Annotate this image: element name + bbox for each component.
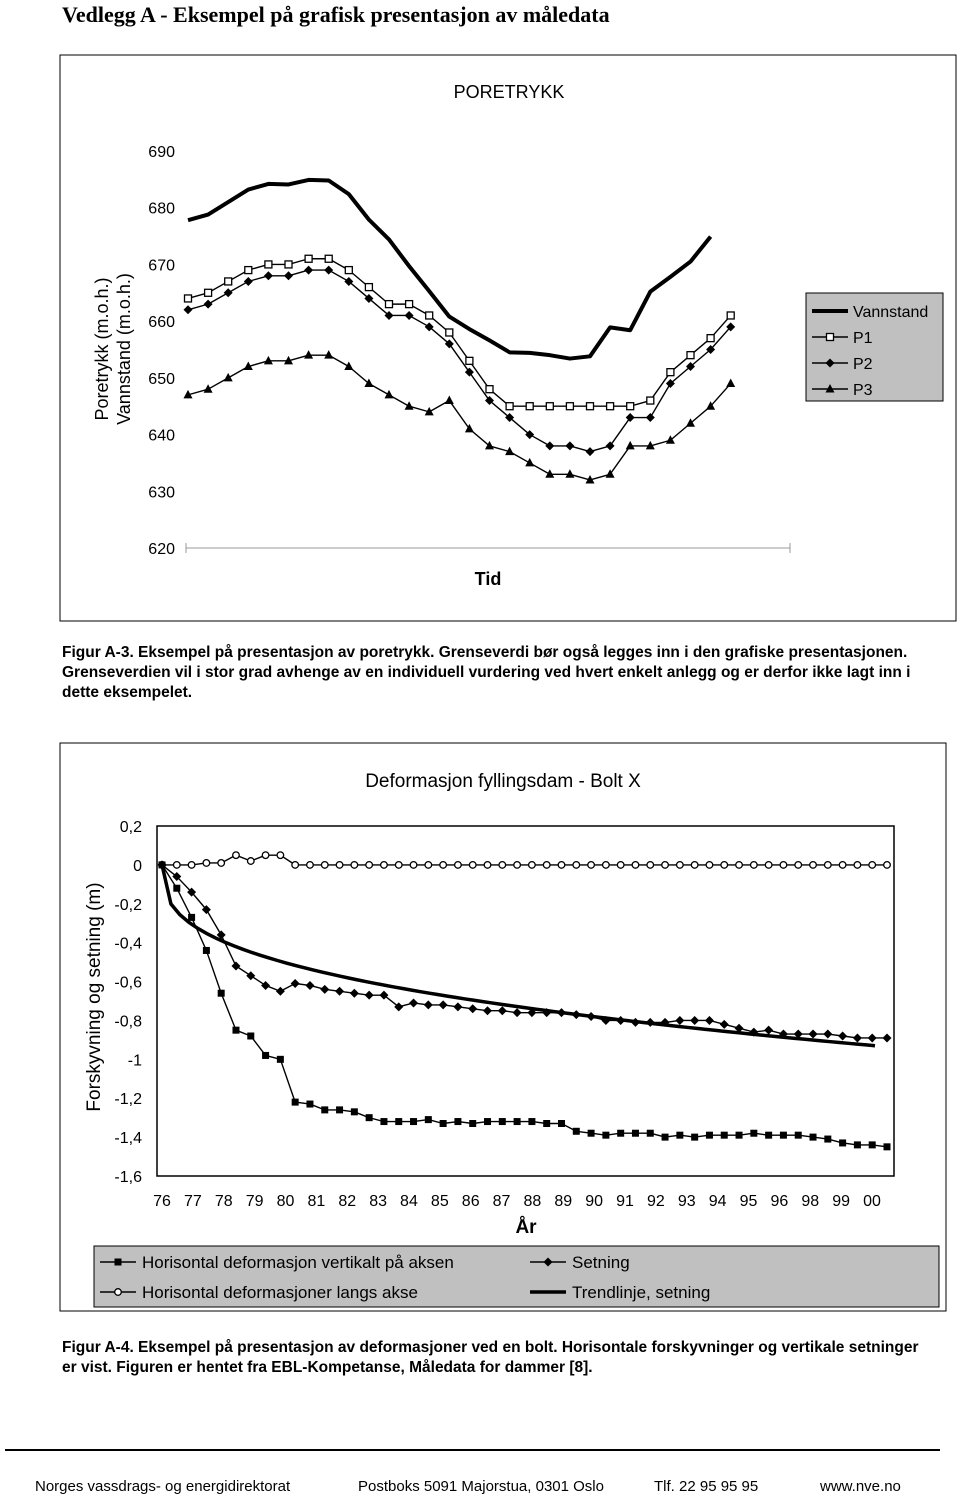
data-point-horisontal-deformasjon-vertikalt-p-aksen	[306, 1101, 313, 1108]
data-point-horisontal-deformasjoner-langs-akse	[292, 862, 299, 869]
data-point-horisontal-deformasjoner-langs-akse	[366, 862, 373, 869]
y-tick-label: -1,2	[114, 1091, 142, 1109]
data-point-horisontal-deformasjon-vertikalt-p-aksen	[292, 1099, 299, 1106]
x-tick-label: 93	[677, 1193, 696, 1210]
data-point-horisontal-deformasjoner-langs-akse	[839, 862, 846, 869]
x-tick-label: 96	[770, 1193, 789, 1210]
data-point-horisontal-deformasjon-vertikalt-p-aksen	[721, 1132, 728, 1139]
data-point-horisontal-deformasjon-vertikalt-p-aksen	[839, 1139, 846, 1146]
data-point-horisontal-deformasjoner-langs-akse	[603, 862, 610, 869]
document-heading: Vedlegg A - Eksempel på grafisk presentasjon av måledata	[62, 2, 610, 27]
x-tick-label: 92	[647, 1193, 665, 1210]
x-tick-label: 81	[307, 1193, 326, 1210]
data-point-horisontal-deformasjon-vertikalt-p-aksen	[262, 1052, 269, 1059]
y-tick-label: 630	[148, 484, 175, 502]
data-point-horisontal-deformasjoner-langs-akse	[410, 862, 417, 869]
data-point-horisontal-deformasjon-vertikalt-p-aksen	[795, 1132, 802, 1139]
data-point-horisontal-deformasjoner-langs-akse	[277, 852, 284, 859]
data-point-horisontal-deformasjoner-langs-akse	[469, 862, 476, 869]
y-tick-label: 0	[133, 857, 142, 875]
footer-phone: Tlf. 22 95 95 95	[654, 1478, 759, 1495]
data-point-horisontal-deformasjoner-langs-akse	[173, 862, 180, 869]
footer-organization: Norges vassdrags- og energidirektorat	[35, 1478, 291, 1495]
legend-label-setning: Setning	[572, 1253, 630, 1272]
y-tick-label: 660	[148, 314, 175, 332]
data-point-horisontal-deformasjon-vertikalt-p-aksen	[854, 1141, 861, 1148]
data-point-horisontal-deformasjon-vertikalt-p-aksen	[218, 990, 225, 997]
data-point-horisontal-deformasjon-vertikalt-p-aksen	[736, 1132, 743, 1139]
data-point-horisontal-deformasjon-vertikalt-p-aksen	[750, 1130, 757, 1137]
x-tick-label: 86	[461, 1193, 480, 1210]
data-point-horisontal-deformasjon-vertikalt-p-aksen	[558, 1120, 565, 1127]
x-tick-label: 98	[801, 1193, 820, 1210]
y-tick-label: 690	[148, 144, 175, 161]
x-tick-label: 88	[523, 1193, 542, 1210]
data-point-horisontal-deformasjoner-langs-akse	[307, 862, 314, 869]
y-tick-label: 640	[148, 427, 175, 445]
legend-label-horisontal-deformasjon-vertikalt-p-aksen: Horisontal deformasjon vertikalt på aksen	[142, 1253, 454, 1272]
footer-website[interactable]: www.nve.no	[820, 1478, 901, 1495]
data-point-horisontal-deformasjoner-langs-akse	[529, 862, 536, 869]
data-point-horisontal-deformasjon-vertikalt-p-aksen	[824, 1136, 831, 1143]
data-point-horisontal-deformasjoner-langs-akse	[869, 862, 876, 869]
x-tick-label: 89	[554, 1193, 573, 1210]
data-point-horisontal-deformasjon-vertikalt-p-aksen	[321, 1106, 328, 1113]
x-axis-label: År	[515, 1217, 537, 1238]
x-tick-label: 83	[369, 1193, 387, 1210]
data-point-horisontal-deformasjon-vertikalt-p-aksen	[810, 1134, 817, 1141]
data-point-horisontal-deformasjon-vertikalt-p-aksen	[173, 885, 180, 892]
x-tick-label: 84	[400, 1193, 418, 1210]
data-point-horisontal-deformasjon-vertikalt-p-aksen	[188, 914, 195, 921]
data-point-horisontal-deformasjoner-langs-akse	[484, 862, 491, 869]
x-tick-label: 94	[708, 1193, 727, 1210]
x-tick-label: 90	[585, 1193, 604, 1210]
data-point-horisontal-deformasjoner-langs-akse	[854, 862, 861, 869]
y-tick-label: -1	[127, 1052, 142, 1070]
data-point-horisontal-deformasjon-vertikalt-p-aksen	[380, 1118, 387, 1125]
y-tick-label: 680	[148, 200, 175, 218]
y-tick-label: -1,4	[114, 1130, 142, 1148]
data-point-horisontal-deformasjon-vertikalt-p-aksen	[277, 1056, 284, 1063]
y-axis-label-line-2: Vannstand (m.o.h.)	[114, 273, 134, 425]
data-point-horisontal-deformasjon-vertikalt-p-aksen	[884, 1143, 891, 1150]
data-point-horisontal-deformasjoner-langs-akse	[706, 862, 713, 869]
data-point-horisontal-deformasjoner-langs-akse	[825, 862, 832, 869]
data-point-horisontal-deformasjon-vertikalt-p-aksen	[366, 1114, 373, 1121]
data-point-horisontal-deformasjoner-langs-akse	[336, 862, 343, 869]
data-point-horisontal-deformasjon-vertikalt-p-aksen	[765, 1132, 772, 1139]
legend-label-trendlinje-setning: Trendlinje, setning	[572, 1283, 711, 1302]
legend-label-p2: P2	[853, 356, 873, 373]
data-point-horisontal-deformasjoner-langs-akse	[499, 862, 506, 869]
data-point-horisontal-deformasjoner-langs-akse	[247, 858, 254, 865]
data-point-horisontal-deformasjoner-langs-akse	[514, 862, 521, 869]
legend-label-p1: P1	[853, 330, 873, 347]
data-point-horisontal-deformasjoner-langs-akse	[810, 862, 817, 869]
data-point-horisontal-deformasjon-vertikalt-p-aksen	[395, 1118, 402, 1125]
data-point-horisontal-deformasjoner-langs-akse	[440, 862, 447, 869]
x-tick-label: 91	[616, 1193, 634, 1210]
data-point-horisontal-deformasjoner-langs-akse	[543, 862, 550, 869]
x-tick-label: 00	[863, 1193, 881, 1210]
data-point-horisontal-deformasjon-vertikalt-p-aksen	[514, 1118, 521, 1125]
data-point-horisontal-deformasjoner-langs-akse	[677, 862, 684, 869]
y-tick-label: -0,4	[114, 935, 142, 953]
data-point-horisontal-deformasjoner-langs-akse	[588, 862, 595, 869]
y-tick-label: -0,6	[114, 974, 142, 992]
data-point-horisontal-deformasjon-vertikalt-p-aksen	[676, 1132, 683, 1139]
data-point-horisontal-deformasjon-vertikalt-p-aksen	[247, 1033, 254, 1040]
data-point-horisontal-deformasjon-vertikalt-p-aksen	[573, 1128, 580, 1135]
data-point-horisontal-deformasjoner-langs-akse	[795, 862, 802, 869]
legend-label-p3: P3	[853, 382, 873, 399]
data-point-horisontal-deformasjon-vertikalt-p-aksen	[351, 1108, 358, 1115]
data-point-horisontal-deformasjoner-langs-akse	[780, 862, 787, 869]
data-point-horisontal-deformasjon-vertikalt-p-aksen	[499, 1118, 506, 1125]
data-point-horisontal-deformasjon-vertikalt-p-aksen	[528, 1118, 535, 1125]
data-point-horisontal-deformasjon-vertikalt-p-aksen	[691, 1134, 698, 1141]
x-tick-label: 87	[492, 1193, 511, 1210]
x-tick-label: 95	[739, 1193, 758, 1210]
data-point-horisontal-deformasjon-vertikalt-p-aksen	[588, 1130, 595, 1137]
legend-marker-horisontal-deformasjon-vertikalt-p-aksen	[115, 1259, 122, 1266]
data-point-horisontal-deformasjon-vertikalt-p-aksen	[662, 1134, 669, 1141]
data-point-horisontal-deformasjoner-langs-akse	[632, 862, 639, 869]
x-tick-label: 99	[832, 1193, 851, 1210]
legend	[94, 1246, 939, 1307]
data-point-horisontal-deformasjoner-langs-akse	[721, 862, 728, 869]
data-point-horisontal-deformasjon-vertikalt-p-aksen	[410, 1118, 417, 1125]
data-point-horisontal-deformasjoner-langs-akse	[321, 862, 328, 869]
x-tick-label: 77	[183, 1193, 202, 1210]
y-axis-label-line-1: Poretrykk (m.o.h.)	[92, 277, 112, 421]
x-tick-label: 85	[430, 1193, 449, 1210]
data-point-horisontal-deformasjon-vertikalt-p-aksen	[232, 1027, 239, 1034]
data-point-horisontal-deformasjon-vertikalt-p-aksen	[706, 1132, 713, 1139]
legend-label-vannstand: Vannstand	[853, 304, 929, 321]
data-point-horisontal-deformasjoner-langs-akse	[765, 862, 772, 869]
data-point-horisontal-deformasjon-vertikalt-p-aksen	[602, 1132, 609, 1139]
x-tick-label: 76	[153, 1193, 171, 1210]
legend-marker-horisontal-deformasjoner-langs-akse	[115, 1289, 122, 1296]
data-point-horisontal-deformasjoner-langs-akse	[233, 852, 240, 859]
data-point-horisontal-deformasjoner-langs-akse	[381, 862, 388, 869]
data-point-horisontal-deformasjoner-langs-akse	[455, 862, 462, 869]
data-point-horisontal-deformasjon-vertikalt-p-aksen	[203, 947, 210, 954]
data-point-horisontal-deformasjon-vertikalt-p-aksen	[425, 1116, 432, 1123]
data-point-horisontal-deformasjon-vertikalt-p-aksen	[543, 1120, 550, 1127]
data-point-horisontal-deformasjoner-langs-akse	[617, 862, 624, 869]
figure-caption-a4: Figur A-4. Eksempel på presentasjon av deformasjoner ved en bolt. Horisontale forskyvninger og vertikale setninger er vist. Figuren er hentet fra EBL-Kompetanse, Måledata for dammer [8].	[62, 1339, 919, 1376]
legend-label-horisontal-deformasjoner-langs-akse: Horisontal deformasjoner langs akse	[142, 1283, 418, 1302]
data-point-horisontal-deformasjon-vertikalt-p-aksen	[647, 1130, 654, 1137]
y-tick-label: -1,6	[114, 1169, 142, 1186]
data-point-horisontal-deformasjon-vertikalt-p-aksen	[484, 1118, 491, 1125]
data-point-horisontal-deformasjon-vertikalt-p-aksen	[336, 1106, 343, 1113]
chart-frame	[60, 743, 946, 1311]
y-tick-label: -0,8	[114, 1013, 142, 1031]
x-tick-label: 80	[276, 1193, 295, 1210]
data-point-horisontal-deformasjoner-langs-akse	[647, 862, 654, 869]
y-tick-label: 650	[148, 370, 175, 388]
data-point-horisontal-deformasjon-vertikalt-p-aksen	[632, 1130, 639, 1137]
data-point-horisontal-deformasjon-vertikalt-p-aksen	[869, 1141, 876, 1148]
data-point-horisontal-deformasjoner-langs-akse	[884, 862, 891, 869]
chart-title: PORETRYKK	[453, 82, 565, 102]
figure-caption-a3: Figur A-3. Eksempel på presentasjon av poretrykk. Grenseverdi bør også legges inn i den grafiske presentasjonen. Grenseverdien vil i stor grad avhenge av en individuell vurdering ved hvert enkelt anlegg og er derfor ikke lagt inn i dette eksempelet.	[62, 644, 911, 701]
data-point-horisontal-deformasjon-vertikalt-p-aksen	[617, 1130, 624, 1137]
data-point-horisontal-deformasjoner-langs-akse	[662, 862, 669, 869]
data-point-horisontal-deformasjoner-langs-akse	[218, 860, 225, 867]
y-tick-label: 0,2	[119, 819, 142, 836]
data-point-horisontal-deformasjoner-langs-akse	[351, 862, 358, 869]
data-point-horisontal-deformasjoner-langs-akse	[203, 860, 210, 867]
data-point-horisontal-deformasjoner-langs-akse	[736, 862, 743, 869]
data-point-horisontal-deformasjoner-langs-akse	[262, 852, 269, 859]
y-tick-label: 670	[148, 257, 175, 275]
data-point-horisontal-deformasjoner-langs-akse	[425, 862, 432, 869]
data-point-horisontal-deformasjoner-langs-akse	[188, 862, 195, 869]
data-point-horisontal-deformasjoner-langs-akse	[751, 862, 758, 869]
x-tick-label: 78	[214, 1193, 233, 1210]
data-point-horisontal-deformasjon-vertikalt-p-aksen	[454, 1118, 461, 1125]
x-tick-label: 82	[338, 1193, 357, 1210]
data-point-horisontal-deformasjoner-langs-akse	[395, 862, 402, 869]
y-tick-label: 620	[148, 541, 175, 558]
x-axis-label: Tid	[474, 569, 502, 589]
data-point-horisontal-deformasjoner-langs-akse	[558, 862, 565, 869]
data-point-horisontal-deformasjoner-langs-akse	[691, 862, 698, 869]
x-tick-label: 79	[245, 1193, 264, 1210]
footer-divider	[5, 1449, 940, 1451]
data-point-horisontal-deformasjon-vertikalt-p-aksen	[469, 1120, 476, 1127]
data-point-horisontal-deformasjon-vertikalt-p-aksen	[440, 1120, 447, 1127]
y-tick-label: -0,2	[114, 896, 142, 914]
data-point-horisontal-deformasjon-vertikalt-p-aksen	[780, 1132, 787, 1139]
chart-title: Deformasjon fyllingsdam - Bolt X	[365, 771, 641, 792]
footer-address: Postboks 5091 Majorstua, 0301 Oslo	[358, 1478, 604, 1495]
y-axis-label: Forskyvning og setning (m)	[84, 882, 105, 1112]
data-point-horisontal-deformasjoner-langs-akse	[573, 862, 580, 869]
